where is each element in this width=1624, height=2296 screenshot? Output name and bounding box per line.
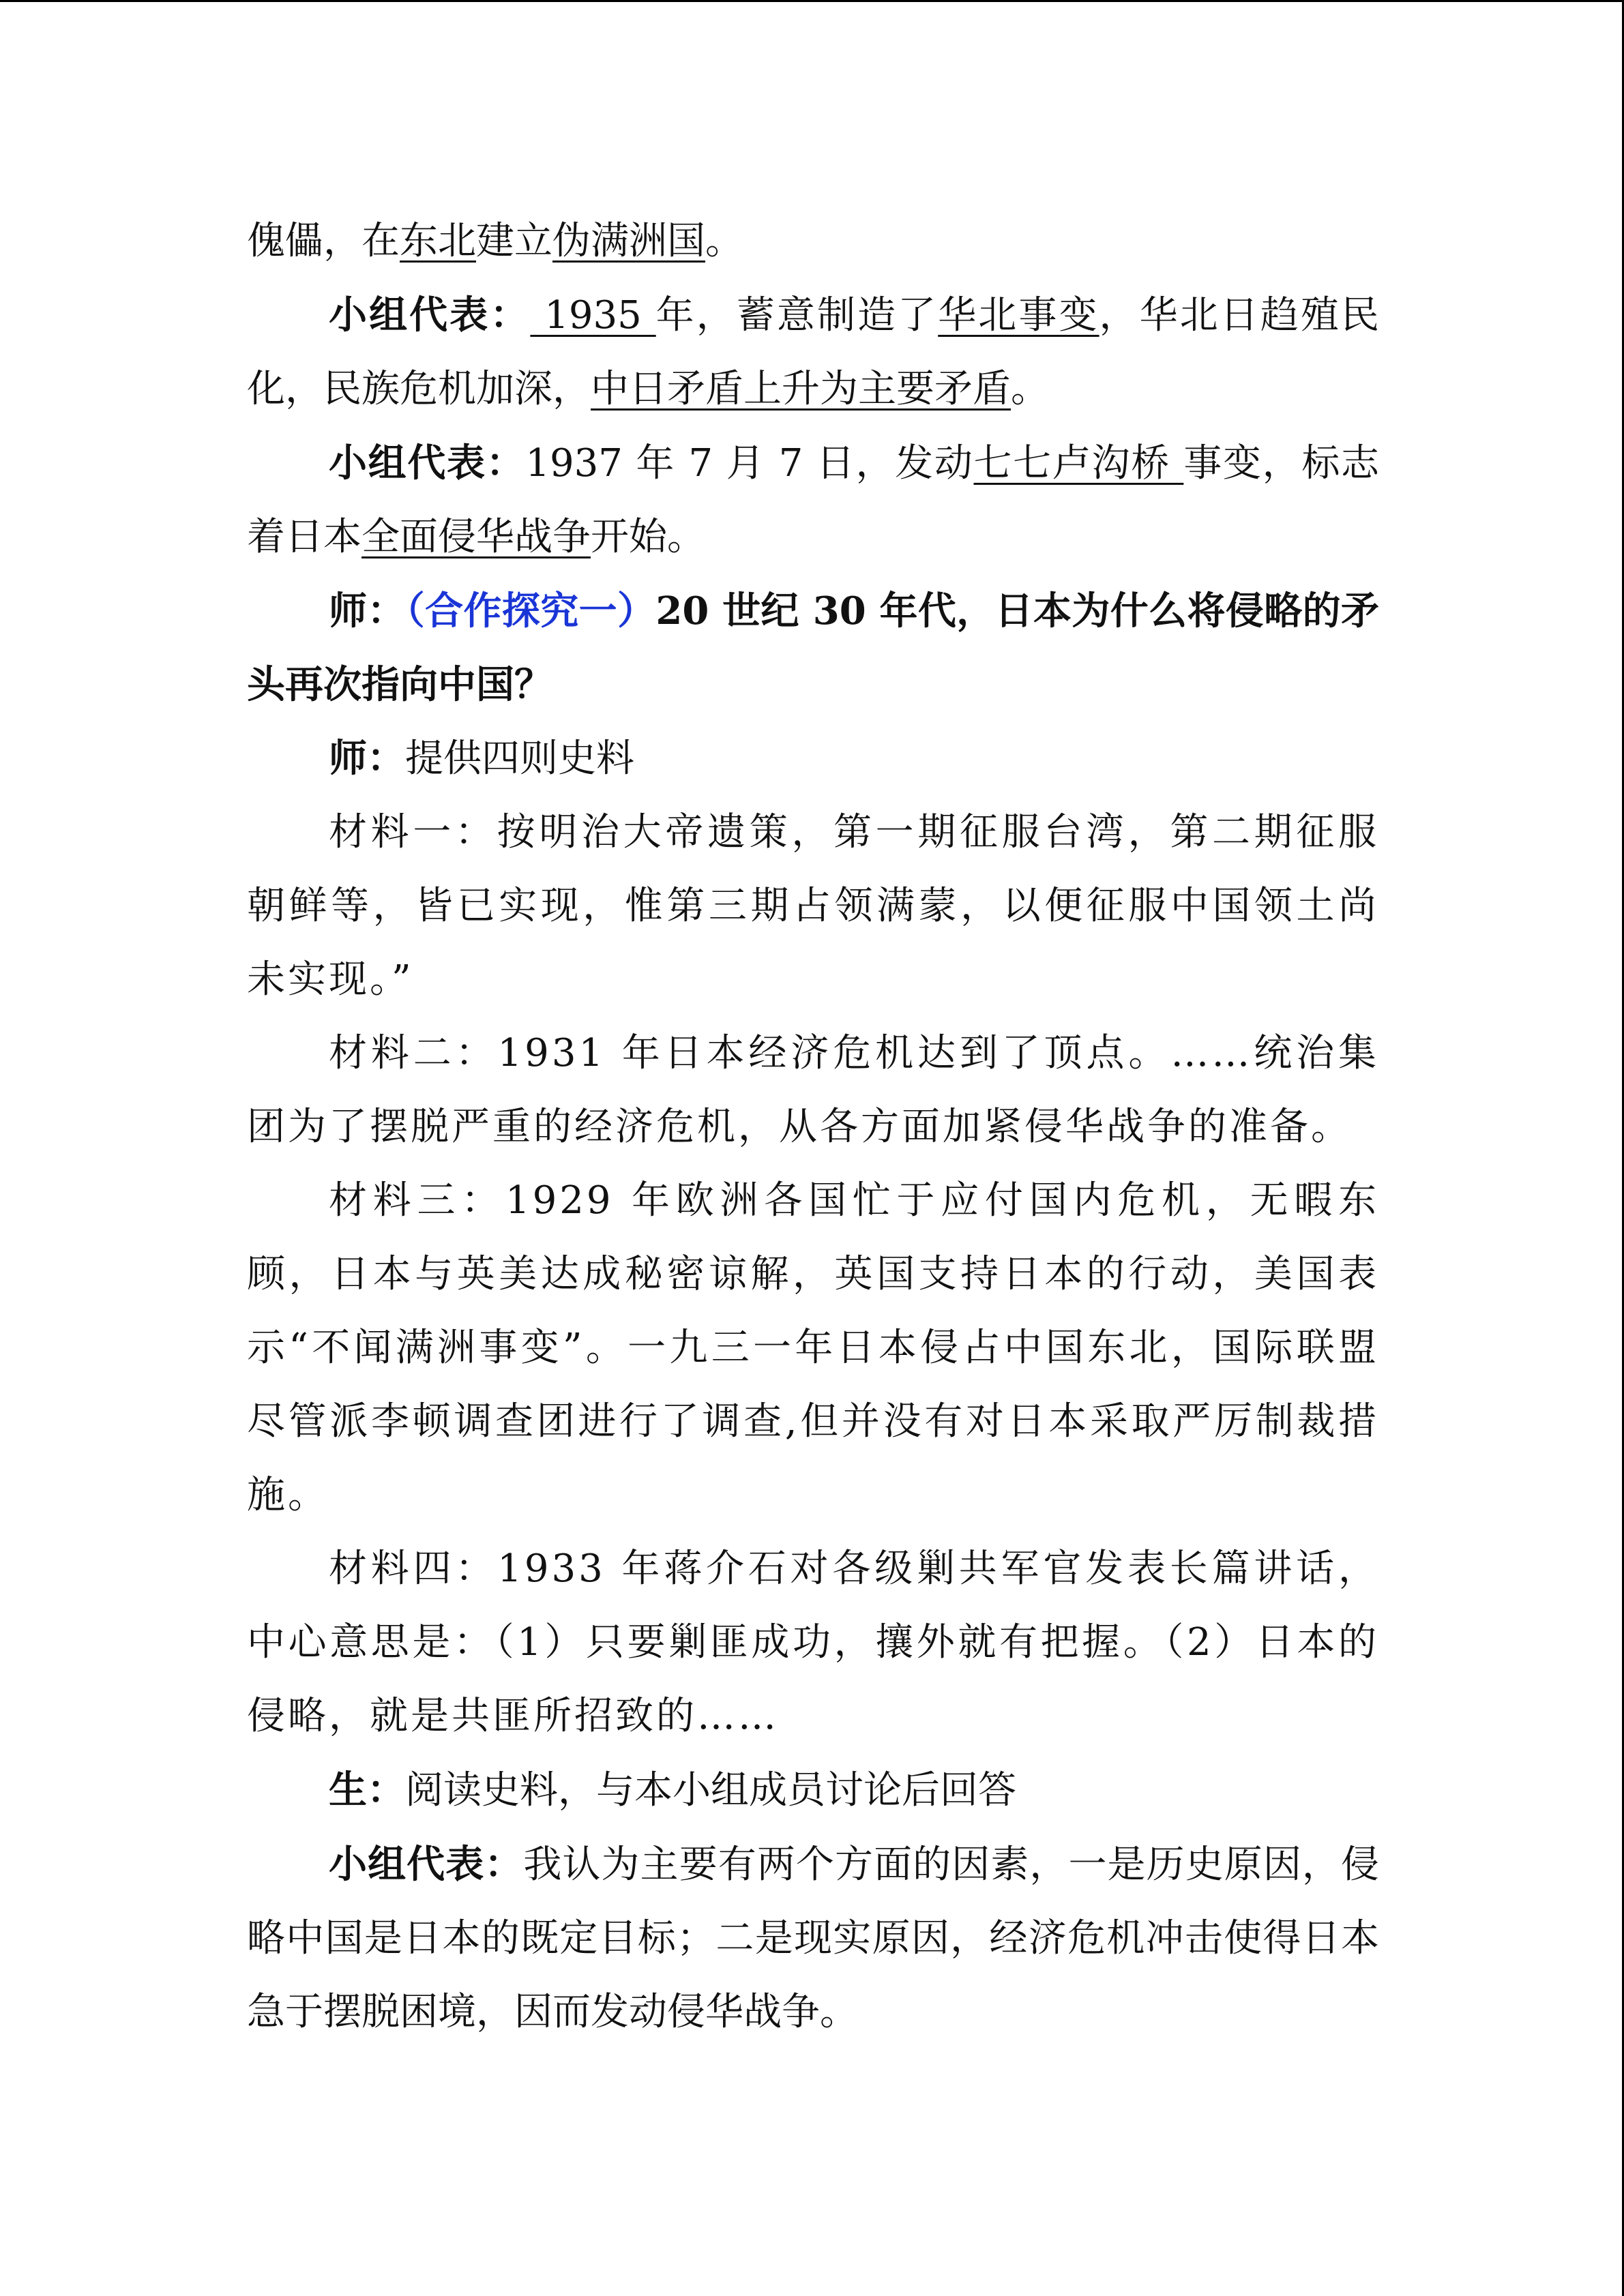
text-run: 1937 年 7 月 7 日，发动 — [525, 441, 974, 486]
text-run: 建立 — [476, 219, 552, 263]
answer-blank-1935: 1935 — [530, 293, 656, 338]
paragraph-north-china-incident — [247, 278, 1379, 426]
paragraph-inquiry-question — [247, 574, 1379, 721]
paragraph-marco-polo-bridge — [247, 426, 1379, 574]
paragraph-puppet-state — [247, 205, 1379, 278]
document-page — [247, 205, 1379, 2049]
material-four: 材料四：1933 年蒋介石对各级剿共军官发表长篇讲话，中心意思是：（1）只要剿匪成功，攘外就有把握。（2）日本的侵略，就是共匪所招致的…… — [247, 1547, 1379, 1738]
inquiry-question: 20 世纪 30 年代，日本为什么将侵略的矛头再次指向中国？ — [247, 588, 1380, 707]
material-two: 材料二：1931 年日本经济危机达到了顶点。……统治集团为了摆脱严重的经济危机，从各方面加紧侵华战争的准备。 — [247, 1031, 1379, 1149]
text-run: 我认为主要有两个方面的因素，一是历史原因，侵略中国是日本的既定目标；二是现实原因，经济危机冲击使得日本急于摆脱困境，因而发动侵华战争。 — [247, 1843, 1380, 2034]
speaker-label: 小组代表： — [329, 441, 526, 486]
text-run: ，华北日趋殖民化，民族危机加深， — [247, 293, 1379, 411]
text-run: 年，蓄意制造了 — [655, 293, 939, 338]
text-run: 事变，标志着日本 — [247, 441, 1380, 559]
speaker-label: 小组代表： — [329, 293, 531, 338]
speaker-label: 师： — [329, 736, 405, 781]
answer-blank-north-china-incident: 华北事变 — [938, 293, 1099, 338]
paragraph-teacher-materials — [247, 721, 1379, 796]
text-run: 。 — [1011, 367, 1049, 411]
answer-blank-marco-polo-bridge: 七七卢沟桥 — [973, 441, 1184, 486]
text-run: 。 — [705, 219, 743, 263]
answer-blank-full-scale-war: 全面侵华战争 — [361, 515, 591, 559]
paragraph-group-answer — [247, 1828, 1379, 2049]
speaker-label: 师： — [329, 588, 406, 633]
text-run: 傀儡，在 — [247, 219, 400, 263]
speaker-label: 小组代表： — [329, 1842, 524, 1887]
answer-blank-northeast: 东北 — [400, 219, 476, 263]
answer-blank-manchukuo: 伪满洲国 — [552, 219, 705, 263]
material-three: 材料三：1929 年欧洲各国忙于应付国内危机，无暇东顾，日本与英美达成秘密谅解，英国支持日本的行动，美国表示“不闻满洲事变”。一九三一年日本侵占中国东北，国际联盟尽管派李顿调查团进行了调查,但并没有对日本采取严厉制裁措施。 — [247, 1178, 1379, 1517]
answer-blank-main-contradiction: 中日矛盾上升为主要矛盾 — [591, 367, 1011, 411]
material-one: 材料一：按明治大帝遗策，第一期征服台湾，第二期征服朝鲜等，皆已实现，惟第三期占领满蒙，以便征服中国领土尚未实现。” — [247, 810, 1379, 1002]
text-run: 开始。 — [591, 515, 705, 559]
text-run: 阅读史料，与本小组成员讨论后回答 — [405, 1768, 1016, 1813]
paragraph-student-task — [247, 1753, 1379, 1828]
text-run: 提供四则史料 — [405, 736, 634, 781]
inquiry-tag: （合作探究一） — [405, 588, 656, 633]
page-border-top — [0, 0, 1624, 2]
speaker-label: 生： — [329, 1768, 405, 1813]
